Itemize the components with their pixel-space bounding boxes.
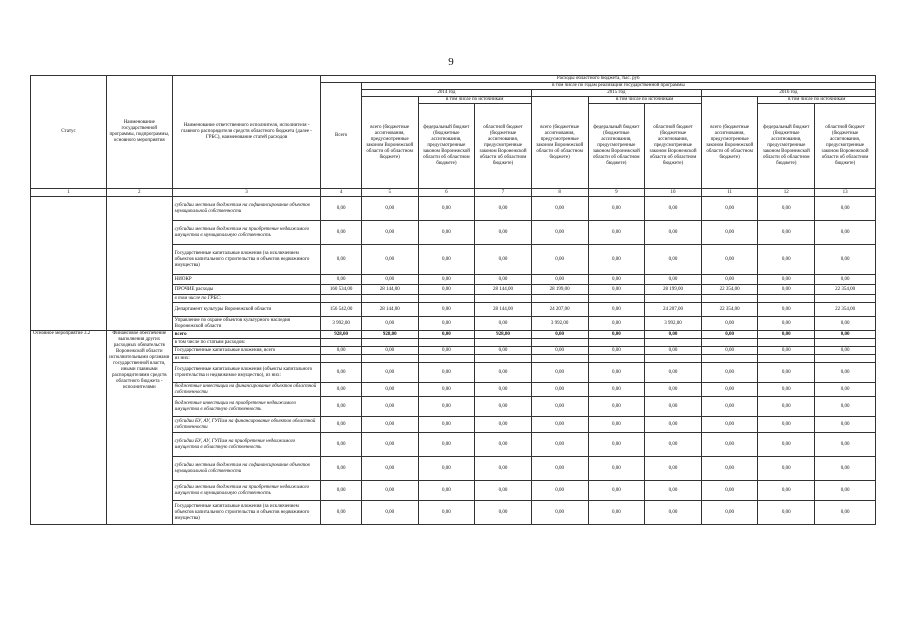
value-cell: 0,00 bbox=[531, 397, 588, 417]
value-cell: 0,00 bbox=[701, 275, 758, 285]
value-cell: 0,00 bbox=[588, 275, 645, 285]
value-cell: 0,00 bbox=[701, 501, 758, 525]
value-cell: 0,00 bbox=[758, 245, 815, 275]
value-cell: 0,00 bbox=[815, 317, 876, 331]
row-label: Управление по охране объектов культурного наследия Воронежской области bbox=[172, 317, 321, 331]
value-cell: 0,00 bbox=[701, 433, 758, 457]
value-cell: 928,00 bbox=[321, 331, 361, 339]
program-name-cell: Финансовое обеспечение выполнения других расходных обязательств Воронежской области исполнительными органами государственной власти, иными главными распорядителями средств областного бюджета - исполнителями bbox=[106, 331, 172, 525]
value-cell: 0,00 bbox=[815, 501, 876, 525]
value-cell: 0,00 bbox=[815, 197, 876, 221]
value-cell: 0,00 bbox=[701, 457, 758, 481]
value-cell: 0,00 bbox=[758, 331, 815, 339]
value-cell: 0,00 bbox=[815, 457, 876, 481]
budget-table bbox=[30, 75, 876, 525]
value-cell: 0,00 bbox=[321, 245, 361, 275]
value-cell: 0,00 bbox=[475, 383, 532, 397]
value-cell: 0,00 bbox=[758, 433, 815, 457]
header-col-federal: федеральный бюджет (бюджетные ассигнования, предусмотренные законом Воронежской области об областном бюджете) bbox=[418, 104, 475, 189]
column-number: 5 bbox=[361, 189, 418, 197]
value-cell: 0,00 bbox=[588, 221, 645, 245]
header-col-regional: областной бюджет (бюджетные ассигнования, предусмотренные законом Воронежской области об областном бюджете) bbox=[475, 104, 532, 189]
value-cell: 0,00 bbox=[361, 397, 418, 417]
value-cell: 0,00 bbox=[531, 197, 588, 221]
value-cell: 0,00 bbox=[588, 331, 645, 339]
value-cell: 3 992,00 bbox=[531, 317, 588, 331]
value-cell bbox=[361, 355, 418, 363]
value-cell: 0,00 bbox=[418, 275, 475, 285]
value-cell bbox=[418, 295, 475, 303]
value-cell: 0,00 bbox=[361, 347, 418, 355]
value-cell: 0,00 bbox=[475, 317, 532, 331]
row-label: субсидии местным бюджетам на софинансирование объектов муниципальной собственности bbox=[172, 197, 321, 221]
value-cell bbox=[815, 355, 876, 363]
value-cell: 0,00 bbox=[645, 397, 702, 417]
value-cell: 0,00 bbox=[645, 331, 702, 339]
value-cell: 0,00 bbox=[531, 457, 588, 481]
value-cell: 0,00 bbox=[701, 363, 758, 383]
row-label: всего bbox=[172, 331, 321, 339]
header-year-2014: 2014 год bbox=[361, 90, 531, 97]
row-label: из них: bbox=[172, 355, 321, 363]
value-cell: 24 207,00 bbox=[531, 303, 588, 317]
value-cell bbox=[645, 339, 702, 347]
value-cell: 0,00 bbox=[701, 383, 758, 397]
value-cell: 0,00 bbox=[701, 397, 758, 417]
header-col-regional: областной бюджет (бюджетные ассигнования, предусмотренные законом Воронежской области об областном бюджете) bbox=[645, 104, 702, 189]
header-col-total: всего (бюджетные ассигнования, предусмотренные законом Воронежской области об областном бюджете) bbox=[531, 97, 588, 189]
value-cell: 28 199,00 bbox=[645, 285, 702, 295]
row-label: бюджетные инвестиции на приобретение недвижимого имущества в областную собственность bbox=[172, 397, 321, 417]
value-cell: 0,00 bbox=[588, 397, 645, 417]
value-cell: 0,00 bbox=[531, 481, 588, 501]
value-cell: 0,00 bbox=[815, 417, 876, 433]
value-cell: 0,00 bbox=[588, 197, 645, 221]
value-cell: 0,00 bbox=[361, 433, 418, 457]
value-cell bbox=[701, 355, 758, 363]
value-cell: 28 199,00 bbox=[531, 285, 588, 295]
value-cell: 0,00 bbox=[645, 275, 702, 285]
value-cell: 0,00 bbox=[645, 417, 702, 433]
status-cell-empty bbox=[31, 197, 107, 331]
value-cell: 160 534,00 bbox=[321, 285, 361, 295]
header-col-federal: федеральный бюджет (бюджетные ассигнования, предусмотренные законом Воронежской области об областном бюджете) bbox=[758, 104, 815, 189]
value-cell: 0,00 bbox=[321, 433, 361, 457]
value-cell: 0,00 bbox=[418, 501, 475, 525]
value-cell: 0,00 bbox=[418, 197, 475, 221]
value-cell bbox=[588, 339, 645, 347]
row-label: Государственные капитальные вложения (за исключением объектов капитального строительства и объектов недвижимого имущества) bbox=[172, 501, 321, 525]
value-cell: 0,00 bbox=[588, 317, 645, 331]
status-cell: Основное мероприятие 3.2 bbox=[31, 331, 107, 525]
value-cell: 0,00 bbox=[815, 331, 876, 339]
value-cell: 0,00 bbox=[418, 433, 475, 457]
value-cell: 156 542,00 bbox=[321, 303, 361, 317]
value-cell: 0,00 bbox=[475, 197, 532, 221]
value-cell bbox=[475, 339, 532, 347]
column-number: 10 bbox=[645, 189, 702, 197]
header-status: Статус bbox=[31, 76, 107, 189]
value-cell: 0,00 bbox=[815, 363, 876, 383]
header-col-regional: областной бюджет (бюджетные ассигнования, предусмотренные законом Воронежской области об областном бюджете) bbox=[815, 104, 876, 189]
value-cell bbox=[758, 295, 815, 303]
value-cell: 0,00 bbox=[418, 397, 475, 417]
value-cell: 0,00 bbox=[475, 457, 532, 481]
value-cell: 0,00 bbox=[418, 317, 475, 331]
value-cell: 0,00 bbox=[475, 221, 532, 245]
value-cell: 0,00 bbox=[361, 363, 418, 383]
value-cell: 0,00 bbox=[321, 221, 361, 245]
value-cell: 22 354,00 bbox=[701, 285, 758, 295]
value-cell: 0,00 bbox=[475, 397, 532, 417]
value-cell bbox=[361, 339, 418, 347]
value-cell: 0,00 bbox=[475, 347, 532, 355]
value-cell: 0,00 bbox=[418, 331, 475, 339]
value-cell: 0,00 bbox=[701, 481, 758, 501]
value-cell bbox=[588, 295, 645, 303]
column-number: 9 bbox=[588, 189, 645, 197]
value-cell: 0,00 bbox=[815, 245, 876, 275]
value-cell: 0,00 bbox=[361, 383, 418, 397]
table-body bbox=[31, 197, 876, 525]
value-cell: 0,00 bbox=[758, 363, 815, 383]
row-label: НИОКР bbox=[172, 275, 321, 285]
value-cell: 0,00 bbox=[758, 397, 815, 417]
value-cell bbox=[418, 355, 475, 363]
column-number: 8 bbox=[531, 189, 588, 197]
column-number: 6 bbox=[418, 189, 475, 197]
header-col-federal: федеральный бюджет (бюджетные ассигнования, предусмотренные законом Воронежской области об областном бюджете) bbox=[588, 104, 645, 189]
value-cell: 0,00 bbox=[321, 347, 361, 355]
value-cell: 0,00 bbox=[361, 197, 418, 221]
row-label: субсидии БУ, АУ, ГУПам на приобретение недвижимого имущества в областную собственность bbox=[172, 433, 321, 457]
value-cell: 0,00 bbox=[418, 285, 475, 295]
row-label: Государственные капитальные вложения (объекты капитального строительства и недвижимое имущество), из них: bbox=[172, 363, 321, 383]
value-cell: 0,00 bbox=[361, 245, 418, 275]
value-cell: 0,00 bbox=[531, 383, 588, 397]
row-label: субсидии местным бюджетам на приобретение недвижимого имущества в муниципальную собственность bbox=[172, 481, 321, 501]
header-year-2015: 2015 год bbox=[531, 90, 701, 97]
value-cell: 0,00 bbox=[418, 221, 475, 245]
value-cell: 0,00 bbox=[418, 481, 475, 501]
value-cell: 24 207,00 bbox=[645, 303, 702, 317]
value-cell: 0,00 bbox=[758, 481, 815, 501]
value-cell: 0,00 bbox=[701, 347, 758, 355]
column-number: 1 bbox=[31, 189, 107, 197]
value-cell bbox=[645, 295, 702, 303]
value-cell: 0,00 bbox=[475, 363, 532, 383]
column-number: 13 bbox=[815, 189, 876, 197]
value-cell: 22 354,00 bbox=[815, 303, 876, 317]
header-col-total: всего (бюджетные ассигнования, предусмотренные законом Воронежской области об областном бюджете) bbox=[701, 97, 758, 189]
value-cell: 0,00 bbox=[815, 397, 876, 417]
value-cell bbox=[475, 355, 532, 363]
value-cell bbox=[701, 339, 758, 347]
value-cell: 0,00 bbox=[588, 363, 645, 383]
value-cell: 0,00 bbox=[758, 275, 815, 285]
value-cell: 0,00 bbox=[418, 417, 475, 433]
value-cell: 0,00 bbox=[758, 285, 815, 295]
value-cell: 0,00 bbox=[321, 397, 361, 417]
value-cell: 0,00 bbox=[645, 221, 702, 245]
value-cell: 28 144,00 bbox=[361, 303, 418, 317]
value-cell: 0,00 bbox=[815, 383, 876, 397]
row-label: ПРОЧИЕ расходы bbox=[172, 285, 321, 295]
value-cell: 22 354,00 bbox=[701, 303, 758, 317]
value-cell: 0,00 bbox=[758, 303, 815, 317]
value-cell: 0,00 bbox=[701, 245, 758, 275]
value-cell: 0,00 bbox=[815, 433, 876, 457]
value-cell: 0,00 bbox=[321, 363, 361, 383]
value-cell: 28 144,00 bbox=[475, 285, 532, 295]
value-cell: 0,00 bbox=[475, 245, 532, 275]
value-cell: 0,00 bbox=[815, 221, 876, 245]
column-number: 3 bbox=[172, 189, 321, 197]
value-cell: 0,00 bbox=[701, 331, 758, 339]
value-cell: 0,00 bbox=[645, 457, 702, 481]
value-cell bbox=[321, 339, 361, 347]
value-cell: 0,00 bbox=[475, 481, 532, 501]
value-cell bbox=[531, 339, 588, 347]
header-sources: в том числе по источникам bbox=[588, 97, 701, 104]
column-number: 12 bbox=[758, 189, 815, 197]
value-cell: 0,00 bbox=[531, 245, 588, 275]
column-number: 2 bbox=[106, 189, 172, 197]
value-cell: 3 992,00 bbox=[645, 317, 702, 331]
header-col-total: всего (бюджетные ассигнования, предусмотренные законом Воронежской области об областном бюджете) bbox=[361, 97, 418, 189]
value-cell: 0,00 bbox=[531, 275, 588, 285]
value-cell: 0,00 bbox=[531, 363, 588, 383]
row-label: в том числе по ГРБС: bbox=[172, 295, 321, 303]
value-cell: 0,00 bbox=[645, 383, 702, 397]
row-label: Департамент культуры Воронежской области bbox=[172, 303, 321, 317]
header-executor: Наименование ответственного исполнителя, исполнителя - главного распорядителя средств областного бюджета (далее - ГРБС), наименование статей расходов bbox=[172, 76, 321, 189]
value-cell: 0,00 bbox=[701, 417, 758, 433]
header-year-2016: 2016 год bbox=[701, 90, 875, 97]
value-cell: 0,00 bbox=[645, 347, 702, 355]
row-label: Государственные капитальные вложения, всего bbox=[172, 347, 321, 355]
row-label: в том числе по статьям расходов: bbox=[172, 339, 321, 347]
value-cell: 0,00 bbox=[361, 481, 418, 501]
value-cell: 0,00 bbox=[321, 457, 361, 481]
value-cell: 0,00 bbox=[418, 383, 475, 397]
row-label: субсидии местным бюджетам на софинансирование объектов муниципальной собственности bbox=[172, 457, 321, 481]
value-cell: 0,00 bbox=[645, 481, 702, 501]
value-cell bbox=[758, 355, 815, 363]
value-cell: 928,00 bbox=[475, 331, 532, 339]
value-cell: 0,00 bbox=[645, 245, 702, 275]
value-cell bbox=[418, 339, 475, 347]
value-cell: 0,00 bbox=[588, 347, 645, 355]
column-number: 11 bbox=[701, 189, 758, 197]
column-numbers-row bbox=[31, 189, 876, 197]
value-cell bbox=[531, 355, 588, 363]
value-cell: 28 144,00 bbox=[361, 285, 418, 295]
value-cell: 0,00 bbox=[588, 457, 645, 481]
value-cell: 0,00 bbox=[531, 221, 588, 245]
value-cell: 0,00 bbox=[418, 303, 475, 317]
value-cell: 0,00 bbox=[758, 501, 815, 525]
value-cell: 0,00 bbox=[321, 501, 361, 525]
value-cell: 0,00 bbox=[701, 197, 758, 221]
value-cell: 0,00 bbox=[361, 275, 418, 285]
value-cell: 0,00 bbox=[361, 221, 418, 245]
value-cell: 0,00 bbox=[588, 383, 645, 397]
header-expenses: Расходы областного бюджета, тыс. руб bbox=[321, 76, 876, 83]
value-cell: 0,00 bbox=[588, 245, 645, 275]
value-cell: 0,00 bbox=[758, 347, 815, 355]
table-header bbox=[31, 76, 876, 197]
value-cell: 0,00 bbox=[588, 433, 645, 457]
program-cell-empty bbox=[106, 197, 172, 331]
value-cell: 0,00 bbox=[475, 501, 532, 525]
value-cell bbox=[321, 295, 361, 303]
value-cell: 0,00 bbox=[531, 347, 588, 355]
value-cell: 0,00 bbox=[701, 317, 758, 331]
value-cell bbox=[758, 339, 815, 347]
value-cell: 0,00 bbox=[361, 417, 418, 433]
table-row bbox=[31, 197, 876, 221]
value-cell: 0,00 bbox=[475, 275, 532, 285]
value-cell: 0,00 bbox=[361, 457, 418, 481]
page-number: 9 bbox=[448, 56, 454, 68]
value-cell: 0,00 bbox=[321, 197, 361, 221]
value-cell bbox=[361, 295, 418, 303]
value-cell: 28 144,00 bbox=[475, 303, 532, 317]
value-cell: 0,00 bbox=[475, 417, 532, 433]
value-cell: 0,00 bbox=[531, 433, 588, 457]
value-cell: 0,00 bbox=[758, 417, 815, 433]
value-cell bbox=[531, 295, 588, 303]
value-cell: 0,00 bbox=[645, 197, 702, 221]
column-number: 4 bbox=[321, 189, 361, 197]
value-cell: 0,00 bbox=[645, 433, 702, 457]
value-cell bbox=[701, 295, 758, 303]
value-cell: 0,00 bbox=[531, 501, 588, 525]
value-cell: 0,00 bbox=[361, 501, 418, 525]
row-label: субсидии БУ, АУ, ГУПам на финансирование объектов областной собственности bbox=[172, 417, 321, 433]
header-total: Всего bbox=[321, 83, 361, 189]
value-cell: 0,00 bbox=[588, 501, 645, 525]
value-cell: 0,00 bbox=[758, 221, 815, 245]
value-cell: 0,00 bbox=[815, 275, 876, 285]
row-label: бюджетные инвестиции на финансирование объектов областной собственности bbox=[172, 383, 321, 397]
value-cell: 0,00 bbox=[645, 363, 702, 383]
value-cell: 0,00 bbox=[815, 481, 876, 501]
value-cell: 3 992,00 bbox=[321, 317, 361, 331]
table-row bbox=[31, 331, 876, 339]
header-program-name: Наименование государственной программы, подпрограммы, основного мероприятия bbox=[106, 76, 172, 189]
value-cell: 0,00 bbox=[475, 433, 532, 457]
row-label: Государственные капитальные вложения (за исключением объектов капитального строительства и объектов недвижимого имущества) bbox=[172, 245, 321, 275]
value-cell: 928,00 bbox=[361, 331, 418, 339]
value-cell: 0,00 bbox=[588, 303, 645, 317]
value-cell: 0,00 bbox=[758, 383, 815, 397]
value-cell: 0,00 bbox=[418, 347, 475, 355]
value-cell: 0,00 bbox=[321, 383, 361, 397]
column-number: 7 bbox=[475, 189, 532, 197]
value-cell: 0,00 bbox=[758, 317, 815, 331]
value-cell: 0,00 bbox=[418, 363, 475, 383]
value-cell: 0,00 bbox=[645, 501, 702, 525]
value-cell: 0,00 bbox=[531, 331, 588, 339]
value-cell: 0,00 bbox=[588, 417, 645, 433]
value-cell bbox=[815, 295, 876, 303]
header-sources: в том числе по источникам bbox=[758, 97, 876, 104]
value-cell: 0,00 bbox=[531, 417, 588, 433]
value-cell: 0,00 bbox=[588, 481, 645, 501]
value-cell: 0,00 bbox=[758, 457, 815, 481]
value-cell bbox=[815, 339, 876, 347]
value-cell: 0,00 bbox=[321, 481, 361, 501]
value-cell: 0,00 bbox=[418, 245, 475, 275]
value-cell: 0,00 bbox=[418, 457, 475, 481]
value-cell: 0,00 bbox=[588, 285, 645, 295]
value-cell: 0,00 bbox=[321, 275, 361, 285]
value-cell bbox=[588, 355, 645, 363]
value-cell bbox=[645, 355, 702, 363]
header-by-years: в том числе по годам реализации государственной программы bbox=[361, 83, 875, 90]
value-cell: 0,00 bbox=[701, 221, 758, 245]
row-label: субсидии местным бюджетам на приобретение недвижимого имущества в муниципальную собственность bbox=[172, 221, 321, 245]
value-cell bbox=[321, 355, 361, 363]
value-cell: 0,00 bbox=[361, 317, 418, 331]
value-cell: 0,00 bbox=[758, 197, 815, 221]
value-cell: 22 354,00 bbox=[815, 285, 876, 295]
header-sources: в том числе по источникам bbox=[418, 97, 531, 104]
value-cell: 0,00 bbox=[321, 417, 361, 433]
value-cell: 0,00 bbox=[815, 347, 876, 355]
value-cell bbox=[475, 295, 532, 303]
